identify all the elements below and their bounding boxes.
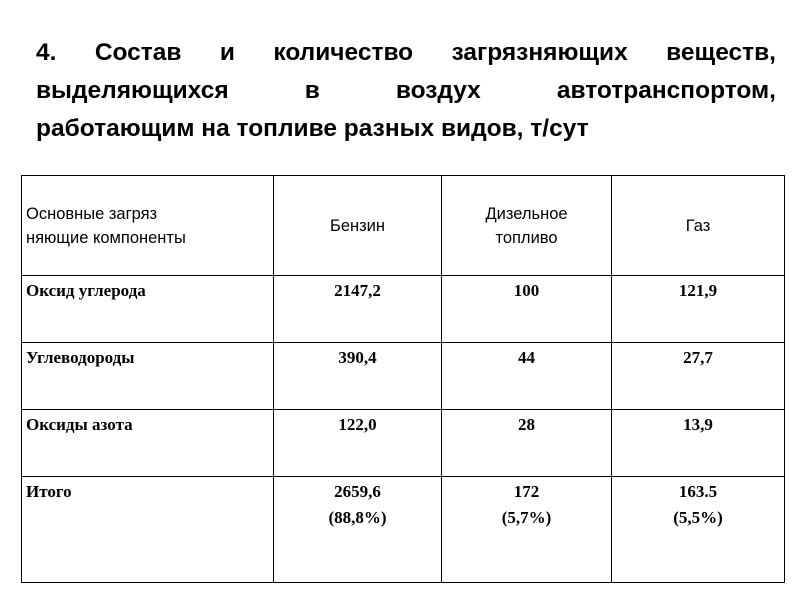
table-header-row <box>22 176 785 276</box>
title-line-1 <box>36 34 776 72</box>
header-gas: Газ <box>612 176 785 276</box>
total-gasoline-value: 2659,6 <box>334 482 381 501</box>
title-line-2 <box>36 72 776 110</box>
cell-diesel: 44 <box>442 343 612 410</box>
table-row <box>22 410 785 477</box>
title-word: и <box>219 39 235 66</box>
title-word: веществ, <box>666 39 776 66</box>
cell-gas: 27,7 <box>612 343 785 410</box>
cell-diesel: 28 <box>442 410 612 477</box>
title-word: количество <box>273 39 414 66</box>
total-diesel-value: 172 <box>513 482 540 501</box>
table-total-row <box>22 477 785 583</box>
title-word: загрязняющих <box>451 39 628 66</box>
total-gas-percent: (5,5%) <box>673 508 723 527</box>
row-name: Оксид углерода <box>22 276 274 343</box>
header-components-line-2: няющие компоненты <box>26 228 186 247</box>
total-diesel <box>442 477 612 583</box>
total-label: Итого <box>22 477 274 583</box>
row-name: Углеводороды <box>22 343 274 410</box>
total-gasoline-percent: (88,8%) <box>328 508 387 527</box>
title-word: воздух <box>395 77 481 104</box>
slide-title <box>36 34 776 148</box>
header-diesel-line-2: топливо <box>495 228 558 247</box>
row-name: Оксиды азота <box>22 410 274 477</box>
title-word: 4. <box>36 39 57 66</box>
cell-gasoline: 2147,2 <box>274 276 442 343</box>
cell-gasoline: 390,4 <box>274 343 442 410</box>
header-diesel-line-1: Дизельное <box>485 204 568 223</box>
pollutants-table <box>21 175 785 583</box>
title-word: выделяющихся <box>36 77 229 104</box>
cell-gas: 13,9 <box>612 410 785 477</box>
title-line-3: работающим на топливе разных видов, т/сут <box>36 115 589 142</box>
total-gas <box>612 477 785 583</box>
cell-gasoline: 122,0 <box>274 410 442 477</box>
title-word: Состав <box>94 39 182 66</box>
title-word: автотранспортом, <box>556 77 776 104</box>
total-diesel-percent: (5,7%) <box>501 508 552 527</box>
total-gasoline <box>274 477 442 583</box>
title-word: в <box>304 77 320 104</box>
header-components-line-1: Основные загряз <box>26 204 158 223</box>
header-diesel <box>442 176 612 276</box>
total-gas-value: 163.5 <box>678 482 718 501</box>
cell-gas: 121,9 <box>612 276 785 343</box>
table-row <box>22 276 785 343</box>
header-gasoline: Бензин <box>274 176 442 276</box>
table-row <box>22 343 785 410</box>
cell-diesel: 100 <box>442 276 612 343</box>
header-components <box>22 176 274 276</box>
